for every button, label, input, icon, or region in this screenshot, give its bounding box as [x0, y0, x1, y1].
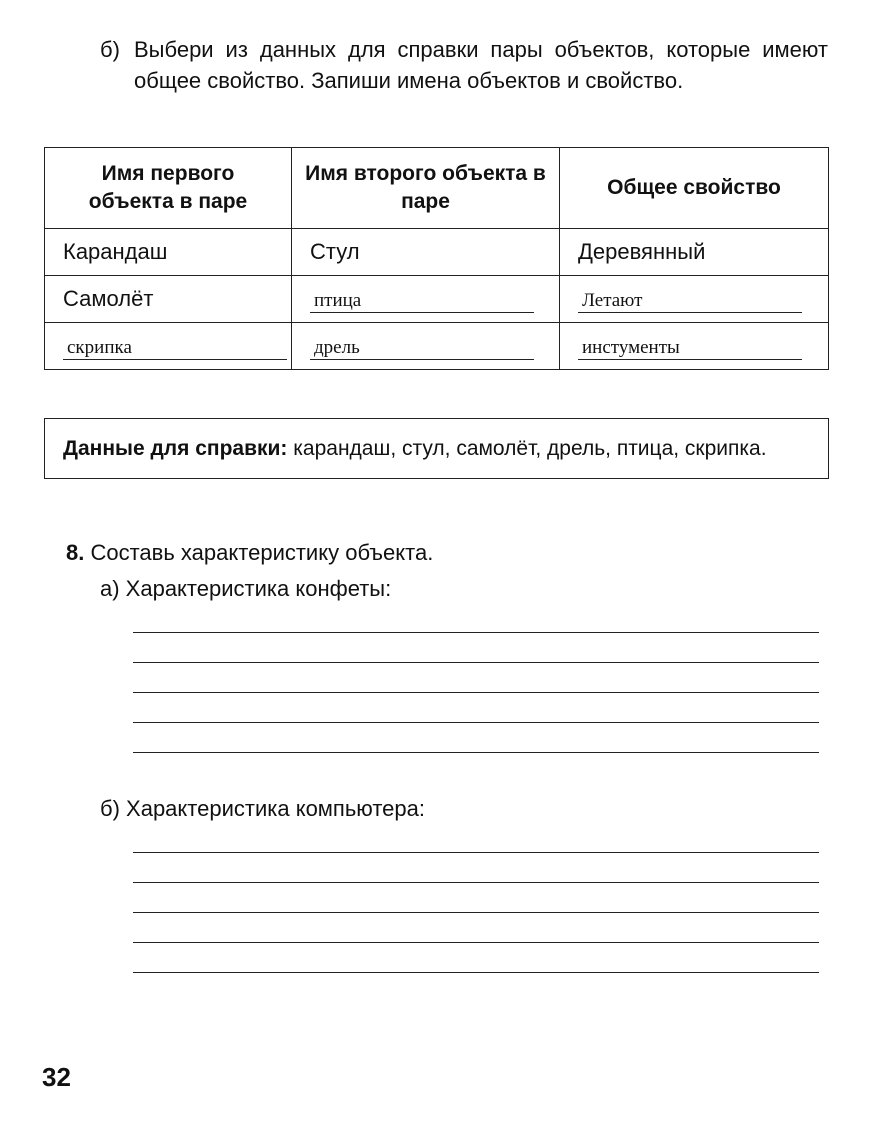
row3-first-answer[interactable]: скрипка: [63, 337, 287, 360]
task8-sub-a-label: а) Характеристика конфеты:: [100, 576, 392, 601]
table-header-row: [45, 148, 829, 229]
task8-heading: [66, 540, 433, 566]
reference-box: [44, 418, 829, 479]
table-row: [45, 323, 829, 370]
table-row: [45, 229, 829, 276]
header-common-property: Общее свойство: [560, 148, 829, 229]
row3-property-answer[interactable]: инстументы: [578, 337, 802, 360]
row3-second-cell[interactable]: [292, 323, 560, 370]
row2-second-answer[interactable]: птица: [310, 290, 534, 313]
candy-answer-line[interactable]: [133, 662, 819, 663]
candy-answer-line[interactable]: [133, 722, 819, 723]
header-second-object: Имя второго объекта в паре: [292, 148, 560, 229]
header-first-object: Имя первого объекта в паре: [45, 148, 292, 229]
row3-property-cell[interactable]: [560, 323, 829, 370]
candy-answer-line[interactable]: [133, 692, 819, 693]
computer-answer-line[interactable]: [133, 942, 819, 943]
row2-first-cell: Самолёт: [45, 276, 292, 323]
task8-sub-b-label: б) Характеристика компьютера:: [100, 796, 425, 821]
page-number: 32: [42, 1062, 71, 1092]
row3-first-cell[interactable]: [45, 323, 292, 370]
row2-second-cell[interactable]: [292, 276, 560, 323]
task-b-text: Выбери из данных для справки пары объектов, которые имеют общее свойство. Запиши имена объектов и свойство.: [134, 37, 828, 93]
task8-number: 8.: [66, 540, 85, 565]
table-row: [45, 276, 829, 323]
task-b-marker: б): [100, 37, 120, 62]
row2-property-answer[interactable]: Летают: [578, 290, 802, 313]
task8-title: Составь характеристику объекта.: [90, 540, 434, 565]
row1-second-cell: Стул: [292, 229, 560, 276]
task-b-instruction: [100, 34, 828, 96]
pairs-table: [44, 147, 829, 370]
row2-property-cell[interactable]: [560, 276, 829, 323]
computer-answer-line[interactable]: [133, 912, 819, 913]
row1-property-cell: Деревянный: [560, 229, 829, 276]
row3-second-answer[interactable]: дрель: [310, 337, 534, 360]
reference-items: карандаш, стул, самолёт, дрель, птица, скрипка.: [293, 437, 767, 460]
computer-answer-line[interactable]: [133, 882, 819, 883]
candy-answer-line[interactable]: [133, 632, 819, 633]
row1-first-cell: Карандаш: [45, 229, 292, 276]
computer-answer-line[interactable]: [133, 852, 819, 853]
reference-label: Данные для справки:: [63, 437, 288, 460]
candy-answer-line[interactable]: [133, 752, 819, 753]
computer-answer-line[interactable]: [133, 972, 819, 973]
